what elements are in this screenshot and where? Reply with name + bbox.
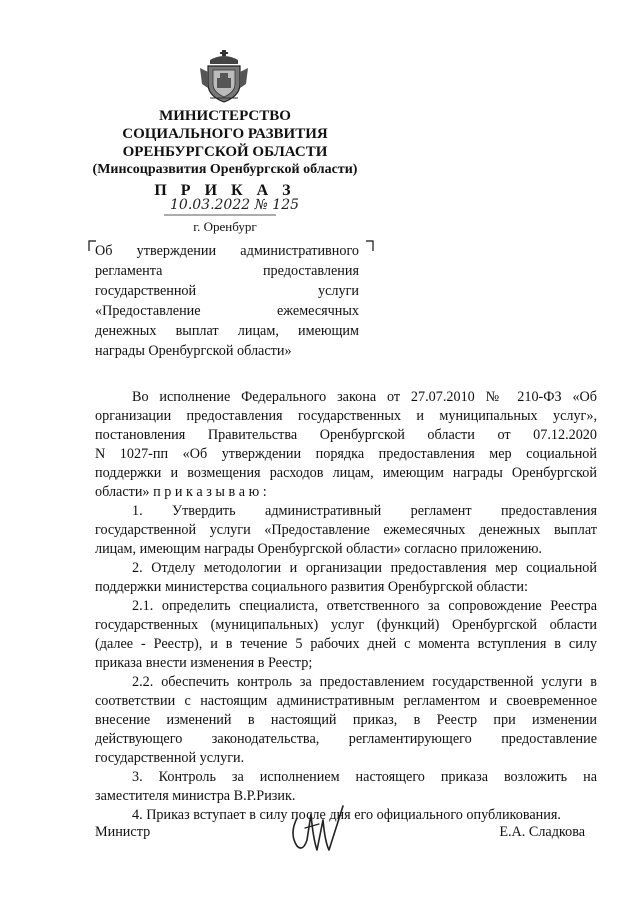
body-line: лицам, имеющим награды Оренбургской области» согласно приложению.	[95, 541, 542, 557]
signer-role: Министр	[95, 824, 151, 840]
ministry-name-line-1: МИНИСТЕРСТВО	[159, 108, 291, 124]
body-line: заместителя министра В.Р.Ризик.	[95, 788, 296, 804]
body-line: государственных (муниципальных) услуг (функций) Оренбургской области	[95, 617, 597, 633]
paragraph-item-2-1	[95, 597, 597, 673]
body-line: (далее - Реестр), и в течение 5 рабочих дней с момента вступления в силу	[95, 636, 597, 652]
ministry-name-line-3: ОРЕНБУРГСКОЙ ОБЛАСТИ	[122, 144, 328, 160]
body-line: 1. Утвердить административный регламент предоставления	[132, 503, 597, 519]
paragraph-preamble	[95, 388, 597, 502]
body-line: внесение изменений в настоящий приказ, в Реестр при изменении	[95, 712, 597, 728]
coat-of-arms-icon	[196, 48, 252, 104]
body-line: поддержки министерства социального развития Оренбургской области:	[95, 579, 528, 595]
body-line: 3. Контроль за исполнением настоящего приказа возложить на	[132, 769, 597, 785]
body-line: действующего законодательства, регламентирующего предоставление	[95, 731, 597, 747]
paragraph-item-2-2	[95, 673, 597, 768]
order-date-number: 10.03.2022 № 125	[170, 197, 300, 213]
body-line: N 1027-пп «Об утверждении порядка предоставления мер социальной	[95, 446, 597, 462]
body-line: государственной услуги.	[95, 750, 245, 766]
body-line: 2. Отделу методологии и организации предоставления мер социальной	[132, 560, 597, 576]
order-city: г. Оренбург	[193, 219, 257, 234]
body-line: приказа внести изменения в Реестр;	[95, 655, 313, 671]
subject-line: награды Оренбургской области»	[95, 343, 292, 359]
body-line: постановления Правительства Оренбургской области от 07.12.2020	[95, 427, 597, 443]
paragraph-item-1	[95, 502, 597, 559]
body-line: поддержки и возмещения расходов лицам, имеющим награды Оренбургской	[95, 465, 597, 481]
subject-line: регламента предоставления	[95, 263, 359, 279]
order-body	[95, 388, 597, 825]
body-line: Во исполнение Федерального закона от 27.07.2010 № 210-ФЗ «Об	[132, 389, 597, 405]
subject-line: государственной услуги	[95, 283, 359, 299]
body-line: 2.2. обеспечить контроль за предоставлением государственной услуги в	[132, 674, 597, 690]
body-line: области» п р и к а з ы в а ю :	[95, 484, 267, 500]
order-subject	[95, 241, 359, 361]
body-line: государственной услуги «Предоставление ежемесячных денежных выплат	[95, 522, 597, 538]
paragraph-item-2	[95, 559, 597, 597]
signature-block	[95, 824, 585, 846]
body-line: соответствии с настоящим административным регламентом и своевременное	[95, 693, 597, 709]
ministry-header	[86, 107, 364, 179]
body-line: 2.1. определить специалиста, ответственного за сопровождение Реестра	[132, 598, 597, 614]
ministry-short-name: (Минсоцразвития Оренбургской области)	[92, 162, 358, 177]
subject-line: «Предоставление ежемесячных	[95, 303, 359, 319]
signer-name: Е.А. Сладкова	[499, 824, 585, 840]
order-title: П Р И К А З	[154, 182, 296, 199]
body-line: организации предоставления государственных и муниципальных услуг»,	[95, 408, 597, 424]
body-line: 4. Приказ вступает в силу после дня его официального опубликования.	[132, 807, 561, 823]
subject-line: денежных выплат лицам, имеющим	[95, 323, 359, 339]
subject-line: Об утверждении административного	[95, 243, 359, 259]
ministry-name-line-2: СОЦИАЛЬНОГО РАЗВИТИЯ	[122, 126, 328, 142]
